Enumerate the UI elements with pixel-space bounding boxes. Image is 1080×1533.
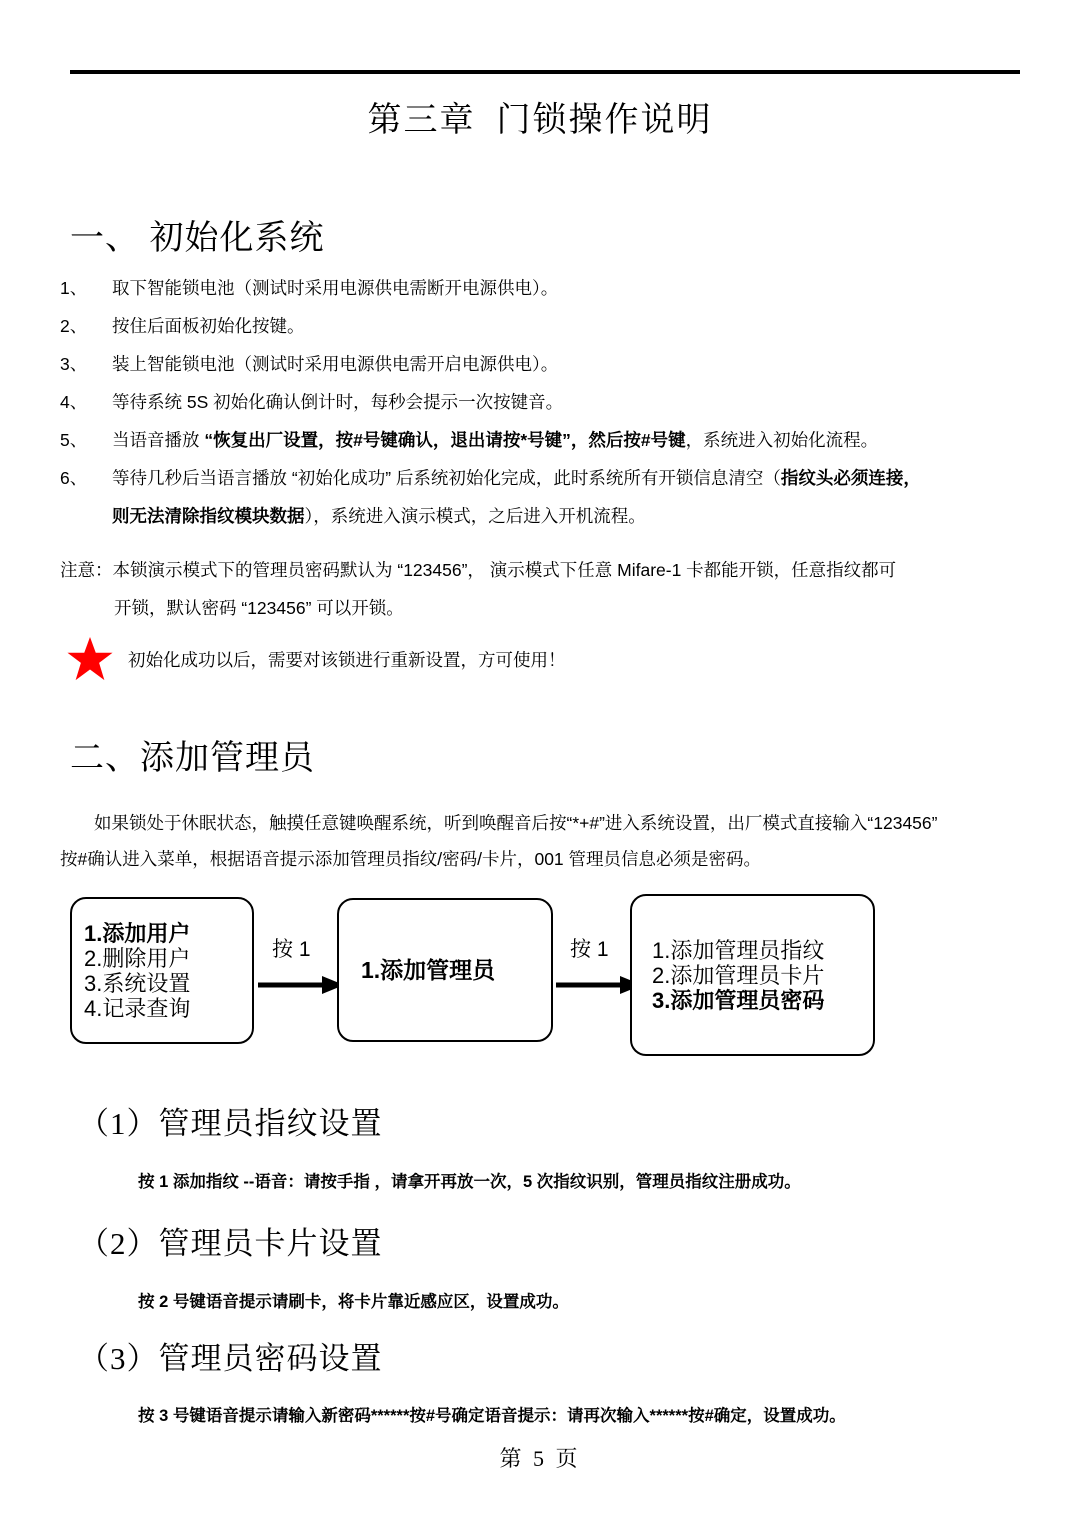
- initialize-steps-list: [60, 278, 1045, 544]
- warning-text: 初始化成功以后，需要对该锁进行重新设置，方可使用！: [128, 649, 566, 670]
- subsection-body-password: 按 3 号键语音提示请输入新密码******按#号确定语音提示：请再次输入******按#确定，设置成功。: [138, 1407, 846, 1425]
- list-item-index: 1、: [60, 278, 88, 298]
- section-heading-add-admin: 二、添加管理员: [70, 740, 315, 777]
- list-item-index: 3、: [60, 354, 88, 374]
- list-item-index: 5、: [60, 430, 88, 450]
- step6-line2-bold: 则无法清除指纹模块数据: [112, 506, 305, 526]
- menu-option-admin-password: 3.添加管理员密码: [652, 987, 825, 1013]
- list-item-index: 2、: [60, 316, 88, 336]
- list-item-text: 按住后面板初始化按键。: [112, 316, 305, 336]
- menu-option-delete-user: 2.删除用户: [84, 945, 191, 971]
- subsection-body-fingerprint: 按 1 添加指纹 --语音：请按手指 ，请拿开再放一次，5 次指纹识别，管理员指纹注册成功。: [138, 1173, 801, 1191]
- subsection-heading-card: （2）管理员卡片设置: [78, 1226, 383, 1261]
- section-heading-initialize: 一、 初始化系统: [70, 220, 325, 257]
- page-number-footer: 第 5 页: [499, 1446, 581, 1471]
- list-item: [60, 316, 1045, 336]
- list-item: [60, 354, 1045, 374]
- paragraph-line-2: 按#确认进入菜单，根据语音提示添加管理员指纹/密码/卡片，001 管理员信息必须是密码。: [60, 849, 762, 869]
- paragraph-line-1: 如果锁处于休眠状态，触摸任意键唤醒系统，听到唤醒音后按“*+#”进入系统设置，出厂模式直接输入“123456”: [94, 813, 938, 833]
- flowchart-box-main-menu[interactable]: [70, 897, 254, 1044]
- menu-option-system-settings: 3.系统设置: [84, 970, 191, 996]
- note-line-2: 开锁，默认密码 “123456” 可以开锁。: [114, 598, 404, 618]
- menu-option-add-user: 1.添加用户: [84, 920, 191, 946]
- chapter-title: 第三章 门锁操作说明: [367, 102, 713, 139]
- step5-prefix: 当语音播放: [112, 430, 205, 450]
- step5-bold: “恢复出厂设置，按#号键确认，退出请按*号键”，然后按#号键: [204, 430, 686, 450]
- flow-arrow-1-icon: [258, 975, 344, 995]
- subsection-heading-password: （3）管理员密码设置: [78, 1341, 383, 1376]
- flow-arrow-1-label: 按 1: [272, 938, 311, 961]
- flowchart-box-add-admin[interactable]: [337, 898, 553, 1042]
- flow-arrow-2-label: 按 1: [570, 938, 609, 961]
- step6-line1-prefix: 等待几秒后当语言播放 “初始化成功” 后系统初始化完成，此时系统所有开锁信息清空（: [112, 468, 781, 488]
- menu-option-record-query: 4.记录查询: [84, 995, 191, 1021]
- list-item-step5: [60, 430, 1045, 450]
- menu-option-admin-card: 2.添加管理员卡片: [652, 962, 825, 988]
- add-admin-intro-paragraph: [60, 805, 1050, 877]
- step6-line2-suffix: ），系统进入演示模式，之后进入开机流程。: [304, 506, 646, 526]
- warning-callout: [66, 636, 566, 682]
- list-item-step6: [60, 468, 1045, 526]
- list-item-text: [112, 430, 1045, 450]
- menu-option-add-admin: 1.添加管理员: [361, 956, 496, 983]
- list-item: [60, 392, 1045, 412]
- initialize-note: [60, 560, 1050, 618]
- list-item-text: 装上智能锁电池（测试时采用电源供电需开启电源供电）。: [112, 354, 559, 374]
- step6-line2: [112, 506, 1045, 526]
- header-divider-rule: [70, 70, 1020, 74]
- list-item-text: 取下智能锁电池（测试时采用电源供电需断开电源供电）。: [112, 278, 559, 298]
- step6-line1-bold: 指纹头必须连接，: [780, 468, 921, 488]
- menu-option-admin-fingerprint: 1.添加管理员指纹: [652, 937, 825, 963]
- step5-suffix: ，系统进入初始化流程。: [685, 430, 879, 450]
- list-item-text: 等待系统 5S 初始化确认倒计时，每秒会提示一次按键音。: [112, 392, 564, 412]
- subsection-body-card: 按 2 号键语音提示请刷卡，将卡片靠近感应区，设置成功。: [138, 1293, 569, 1311]
- red-star-icon: [66, 636, 114, 682]
- flowchart-box-admin-options[interactable]: [630, 894, 875, 1056]
- list-item-index: 6、: [60, 468, 88, 488]
- subsection-heading-fingerprint: （1）管理员指纹设置: [78, 1106, 383, 1141]
- list-item-text: [112, 468, 1045, 526]
- list-item-index: 4、: [60, 392, 88, 412]
- list-item: [60, 278, 1045, 298]
- note-line-1: 注意：本锁演示模式下的管理员密码默认为 “123456”， 演示模式下任意 Mifare-1 卡都能开锁，任意指纹都可: [60, 560, 897, 580]
